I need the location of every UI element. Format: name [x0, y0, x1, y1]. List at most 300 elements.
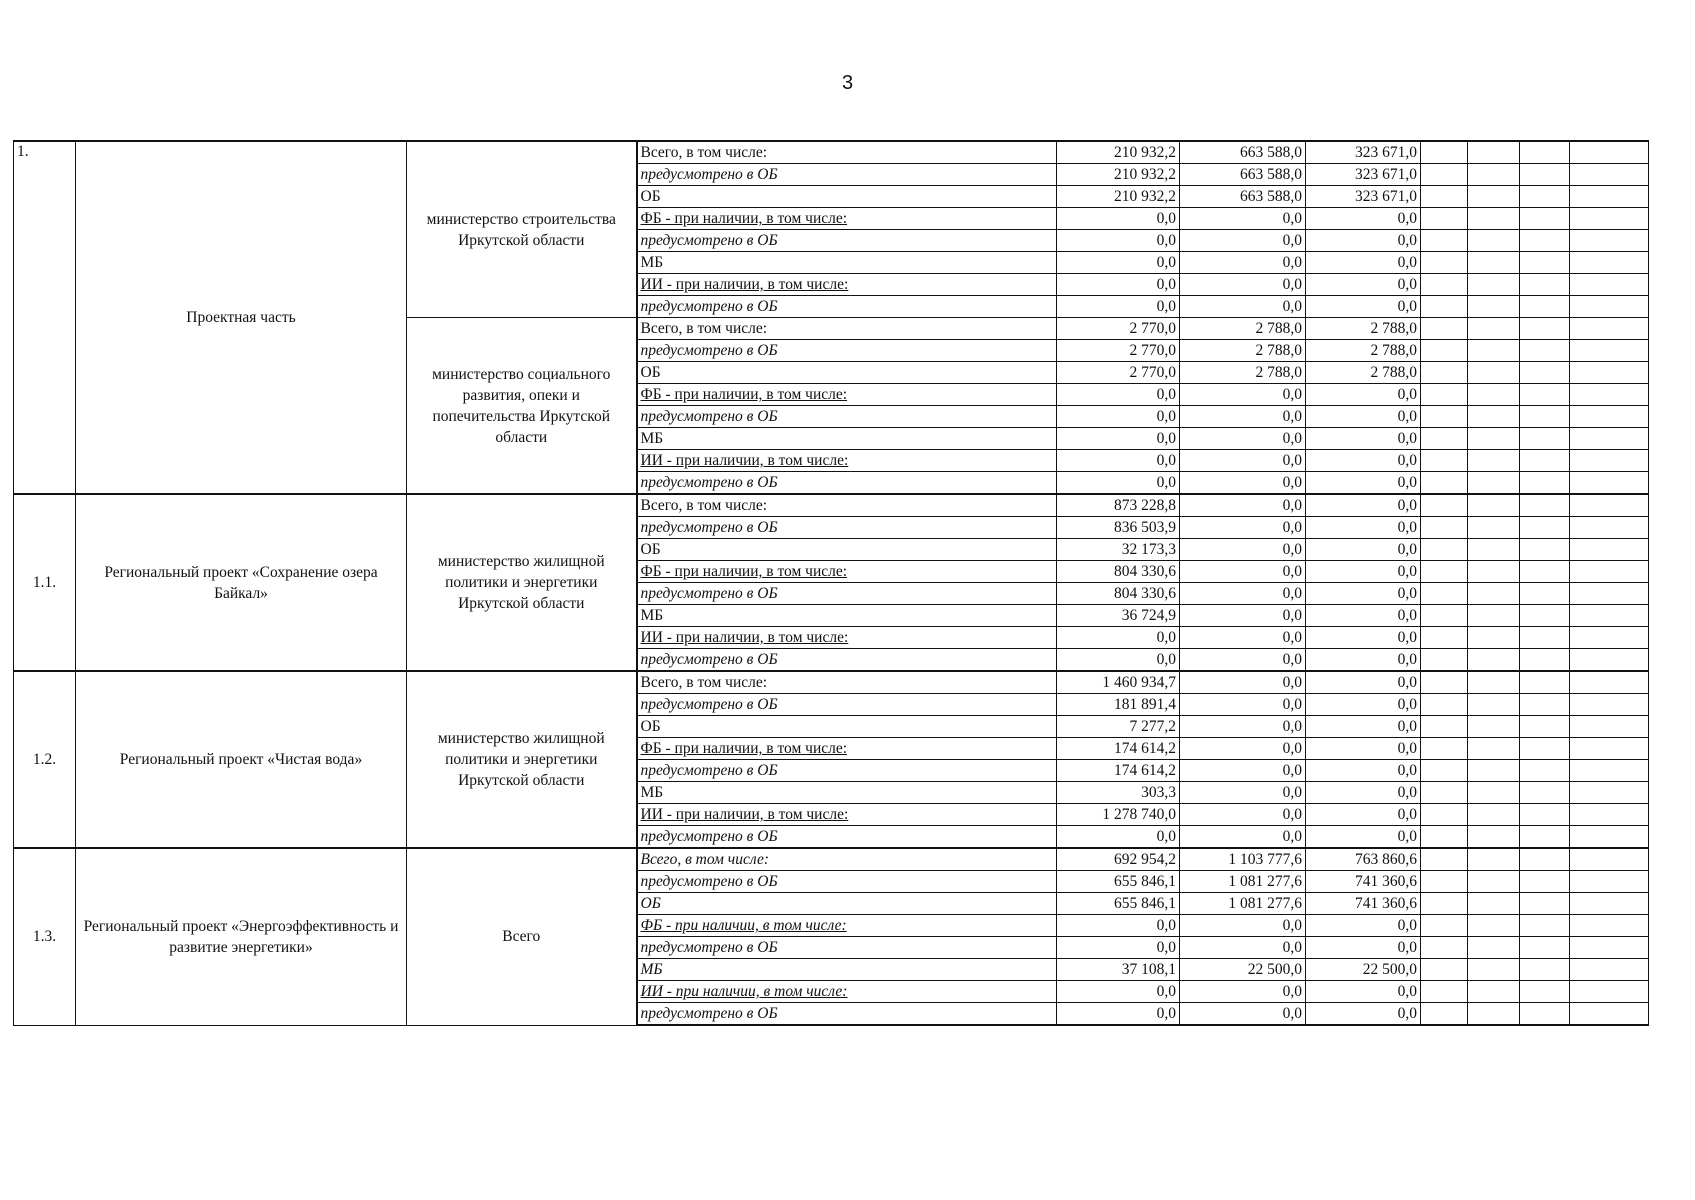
amount-year-2: 2 788,0 [1180, 340, 1306, 362]
amount-year-2: 0,0 [1180, 406, 1306, 428]
amount-year-2: 0,0 [1180, 296, 1306, 318]
empty-cell [1520, 981, 1570, 1003]
amount-year-3: 0,0 [1306, 230, 1421, 252]
empty-cell [1520, 384, 1570, 406]
amount-year-3: 0,0 [1306, 981, 1421, 1003]
empty-cell [1421, 782, 1468, 804]
amount-year-1: 655 846,1 [1057, 871, 1180, 893]
empty-cell [1468, 671, 1520, 694]
empty-cell [1468, 141, 1520, 164]
empty-cell [1421, 694, 1468, 716]
empty-cell [1520, 472, 1570, 495]
empty-cell [1421, 384, 1468, 406]
amount-year-2: 0,0 [1180, 782, 1306, 804]
amount-year-2: 2 788,0 [1180, 318, 1306, 340]
budget-table [13, 140, 1649, 1026]
empty-cell [1520, 871, 1570, 893]
empty-cell [1570, 517, 1649, 539]
empty-cell [1421, 937, 1468, 959]
empty-cell [1520, 340, 1570, 362]
empty-cell [1468, 517, 1520, 539]
empty-cell [1520, 362, 1570, 384]
amount-year-2: 0,0 [1180, 694, 1306, 716]
page-number: 3 [841, 72, 854, 94]
empty-cell [1421, 340, 1468, 362]
amount-year-2: 0,0 [1180, 605, 1306, 627]
empty-cell [1468, 1003, 1520, 1026]
funding-source-label: предусмотрено в ОБ [637, 937, 1057, 959]
empty-cell [1520, 694, 1570, 716]
funding-source-label: МБ [637, 428, 1057, 450]
empty-cell [1468, 340, 1520, 362]
amount-year-3: 0,0 [1306, 1003, 1421, 1026]
funding-source-label: ФБ - при наличии, в том числе: [637, 208, 1057, 230]
empty-cell [1468, 450, 1520, 472]
empty-cell [1421, 605, 1468, 627]
funding-source-label: Всего, в том числе: [637, 494, 1057, 517]
amount-year-2: 0,0 [1180, 583, 1306, 605]
amount-year-2: 0,0 [1180, 826, 1306, 849]
amount-year-1: 37 108,1 [1057, 959, 1180, 981]
amount-year-3: 0,0 [1306, 649, 1421, 672]
section-name: Региональный проект «Энергоэффективность и развитие энергетики» [76, 848, 407, 1025]
empty-cell [1421, 738, 1468, 760]
empty-cell [1520, 517, 1570, 539]
empty-cell [1468, 848, 1520, 871]
amount-year-1: 804 330,6 [1057, 583, 1180, 605]
amount-year-1: 0,0 [1057, 649, 1180, 672]
funding-source-label: ФБ - при наличии, в том числе: [637, 915, 1057, 937]
amount-year-2: 0,0 [1180, 230, 1306, 252]
amount-year-2: 1 081 277,6 [1180, 893, 1306, 915]
amount-year-3: 0,0 [1306, 915, 1421, 937]
empty-cell [1421, 318, 1468, 340]
empty-cell [1570, 694, 1649, 716]
empty-cell [1520, 848, 1570, 871]
empty-cell [1468, 186, 1520, 208]
empty-cell [1520, 782, 1570, 804]
amount-year-3: 0,0 [1306, 694, 1421, 716]
funding-source-label: МБ [637, 605, 1057, 627]
funding-source-label: предусмотрено в ОБ [637, 406, 1057, 428]
amount-year-2: 0,0 [1180, 561, 1306, 583]
funding-source-label: предусмотрено в ОБ [637, 1003, 1057, 1026]
empty-cell [1520, 627, 1570, 649]
amount-year-3: 0,0 [1306, 561, 1421, 583]
amount-year-1: 210 932,2 [1057, 141, 1180, 164]
amount-year-3: 323 671,0 [1306, 141, 1421, 164]
amount-year-2: 0,0 [1180, 539, 1306, 561]
empty-cell [1468, 274, 1520, 296]
amount-year-3: 741 360,6 [1306, 871, 1421, 893]
amount-year-1: 0,0 [1057, 428, 1180, 450]
section-index: 1.2. [14, 671, 76, 848]
empty-cell [1520, 738, 1570, 760]
amount-year-2: 0,0 [1180, 1003, 1306, 1026]
funding-source-label: ОБ [637, 539, 1057, 561]
empty-cell [1468, 406, 1520, 428]
section-index: 1.1. [14, 494, 76, 671]
amount-year-2: 663 588,0 [1180, 186, 1306, 208]
amount-year-2: 0,0 [1180, 981, 1306, 1003]
amount-year-2: 0,0 [1180, 716, 1306, 738]
empty-cell [1570, 583, 1649, 605]
empty-cell [1468, 959, 1520, 981]
amount-year-1: 1 278 740,0 [1057, 804, 1180, 826]
responsible-agency: министерство социального развития, опеки и попечительства Иркутской области [407, 318, 637, 495]
amount-year-3: 0,0 [1306, 472, 1421, 495]
funding-source-label: Всего, в том числе: [637, 318, 1057, 340]
empty-cell [1570, 804, 1649, 826]
amount-year-2: 2 788,0 [1180, 362, 1306, 384]
amount-year-3: 0,0 [1306, 428, 1421, 450]
empty-cell [1570, 848, 1649, 871]
funding-source-label: ОБ [637, 362, 1057, 384]
amount-year-2: 0,0 [1180, 671, 1306, 694]
empty-cell [1421, 230, 1468, 252]
empty-cell [1468, 472, 1520, 495]
amount-year-3: 0,0 [1306, 539, 1421, 561]
amount-year-3: 0,0 [1306, 274, 1421, 296]
empty-cell [1570, 274, 1649, 296]
empty-cell [1570, 362, 1649, 384]
empty-cell [1520, 252, 1570, 274]
empty-cell [1468, 494, 1520, 517]
empty-cell [1570, 782, 1649, 804]
amount-year-3: 0,0 [1306, 384, 1421, 406]
empty-cell [1570, 208, 1649, 230]
empty-cell [1421, 517, 1468, 539]
empty-cell [1570, 893, 1649, 915]
amount-year-3: 22 500,0 [1306, 959, 1421, 981]
empty-cell [1468, 627, 1520, 649]
empty-cell [1520, 1003, 1570, 1026]
funding-source-label: предусмотрено в ОБ [637, 230, 1057, 252]
empty-cell [1520, 164, 1570, 186]
amount-year-2: 0,0 [1180, 804, 1306, 826]
amount-year-1: 0,0 [1057, 915, 1180, 937]
empty-cell [1468, 826, 1520, 849]
section-index: 1. [14, 141, 76, 494]
empty-cell [1570, 384, 1649, 406]
table-row [14, 671, 1649, 694]
table-row [14, 494, 1649, 517]
amount-year-2: 0,0 [1180, 738, 1306, 760]
empty-cell [1520, 583, 1570, 605]
amount-year-1: 210 932,2 [1057, 186, 1180, 208]
funding-source-label: предусмотрено в ОБ [637, 826, 1057, 849]
funding-source-label: предусмотрено в ОБ [637, 164, 1057, 186]
empty-cell [1520, 826, 1570, 849]
empty-cell [1421, 428, 1468, 450]
empty-cell [1570, 871, 1649, 893]
funding-source-label: предусмотрено в ОБ [637, 296, 1057, 318]
amount-year-1: 7 277,2 [1057, 716, 1180, 738]
empty-cell [1421, 671, 1468, 694]
empty-cell [1421, 186, 1468, 208]
empty-cell [1520, 915, 1570, 937]
empty-cell [1468, 384, 1520, 406]
empty-cell [1520, 937, 1570, 959]
amount-year-3: 0,0 [1306, 937, 1421, 959]
empty-cell [1570, 318, 1649, 340]
amount-year-1: 0,0 [1057, 937, 1180, 959]
empty-cell [1520, 605, 1570, 627]
empty-cell [1520, 539, 1570, 561]
empty-cell [1468, 561, 1520, 583]
amount-year-3: 0,0 [1306, 671, 1421, 694]
empty-cell [1520, 230, 1570, 252]
empty-cell [1421, 494, 1468, 517]
amount-year-3: 763 860,6 [1306, 848, 1421, 871]
empty-cell [1520, 318, 1570, 340]
funding-source-label: ОБ [637, 716, 1057, 738]
amount-year-3: 2 788,0 [1306, 318, 1421, 340]
empty-cell [1570, 428, 1649, 450]
amount-year-1: 655 846,1 [1057, 893, 1180, 915]
empty-cell [1468, 230, 1520, 252]
amount-year-3: 323 671,0 [1306, 186, 1421, 208]
empty-cell [1468, 915, 1520, 937]
amount-year-3: 323 671,0 [1306, 164, 1421, 186]
empty-cell [1468, 605, 1520, 627]
empty-cell [1421, 915, 1468, 937]
amount-year-2: 1 103 777,6 [1180, 848, 1306, 871]
funding-source-label: МБ [637, 252, 1057, 274]
empty-cell [1468, 164, 1520, 186]
amount-year-3: 0,0 [1306, 494, 1421, 517]
empty-cell [1520, 494, 1570, 517]
funding-source-label: ИИ - при наличии, в том числе: [637, 627, 1057, 649]
empty-cell [1421, 208, 1468, 230]
funding-source-label: предусмотрено в ОБ [637, 517, 1057, 539]
amount-year-2: 0,0 [1180, 428, 1306, 450]
funding-source-label: ОБ [637, 186, 1057, 208]
funding-source-label: МБ [637, 959, 1057, 981]
amount-year-1: 32 173,3 [1057, 539, 1180, 561]
amount-year-1: 0,0 [1057, 450, 1180, 472]
amount-year-1: 0,0 [1057, 981, 1180, 1003]
amount-year-3: 0,0 [1306, 517, 1421, 539]
empty-cell [1570, 627, 1649, 649]
funding-source-label: предусмотрено в ОБ [637, 871, 1057, 893]
funding-source-label: ИИ - при наличии, в том числе: [637, 981, 1057, 1003]
amount-year-1: 0,0 [1057, 1003, 1180, 1026]
responsible-agency: Всего [407, 848, 637, 1025]
empty-cell [1468, 937, 1520, 959]
empty-cell [1570, 649, 1649, 672]
empty-cell [1421, 164, 1468, 186]
empty-cell [1570, 472, 1649, 495]
empty-cell [1570, 494, 1649, 517]
funding-source-label: предусмотрено в ОБ [637, 694, 1057, 716]
empty-cell [1520, 296, 1570, 318]
empty-cell [1570, 230, 1649, 252]
section-name: Региональный проект «Сохранение озера Байкал» [76, 494, 407, 671]
empty-cell [1570, 1003, 1649, 1026]
section-name: Региональный проект «Чистая вода» [76, 671, 407, 848]
amount-year-1: 873 228,8 [1057, 494, 1180, 517]
empty-cell [1421, 649, 1468, 672]
amount-year-2: 0,0 [1180, 274, 1306, 296]
amount-year-1: 0,0 [1057, 384, 1180, 406]
amount-year-1: 2 770,0 [1057, 340, 1180, 362]
funding-source-label: ИИ - при наличии, в том числе: [637, 274, 1057, 296]
empty-cell [1421, 826, 1468, 849]
empty-cell [1468, 981, 1520, 1003]
amount-year-2: 0,0 [1180, 915, 1306, 937]
responsible-agency: министерство жилищной политики и энергетики Иркутской области [407, 671, 637, 848]
responsible-agency: министерство жилищной политики и энергетики Иркутской области [407, 494, 637, 671]
empty-cell [1468, 804, 1520, 826]
empty-cell [1570, 605, 1649, 627]
funding-source-label: Всего, в том числе: [637, 848, 1057, 871]
amount-year-1: 0,0 [1057, 252, 1180, 274]
amount-year-1: 692 954,2 [1057, 848, 1180, 871]
empty-cell [1468, 871, 1520, 893]
empty-cell [1421, 450, 1468, 472]
empty-cell [1520, 959, 1570, 981]
empty-cell [1421, 274, 1468, 296]
empty-cell [1468, 583, 1520, 605]
funding-source-label: ИИ - при наличии, в том числе: [637, 450, 1057, 472]
empty-cell [1570, 959, 1649, 981]
empty-cell [1421, 848, 1468, 871]
empty-cell [1520, 186, 1570, 208]
empty-cell [1421, 141, 1468, 164]
empty-cell [1520, 716, 1570, 738]
amount-year-3: 0,0 [1306, 738, 1421, 760]
empty-cell [1570, 539, 1649, 561]
empty-cell [1468, 649, 1520, 672]
amount-year-2: 0,0 [1180, 384, 1306, 406]
amount-year-3: 0,0 [1306, 583, 1421, 605]
empty-cell [1570, 760, 1649, 782]
empty-cell [1520, 428, 1570, 450]
amount-year-2: 0,0 [1180, 760, 1306, 782]
empty-cell [1520, 208, 1570, 230]
amount-year-2: 0,0 [1180, 472, 1306, 495]
funding-source-label: предусмотрено в ОБ [637, 649, 1057, 672]
empty-cell [1570, 716, 1649, 738]
empty-cell [1520, 671, 1570, 694]
empty-cell [1520, 406, 1570, 428]
empty-cell [1421, 252, 1468, 274]
amount-year-2: 0,0 [1180, 649, 1306, 672]
empty-cell [1520, 804, 1570, 826]
amount-year-1: 0,0 [1057, 826, 1180, 849]
amount-year-3: 0,0 [1306, 627, 1421, 649]
amount-year-1: 0,0 [1057, 230, 1180, 252]
section-name: Проектная часть [76, 141, 407, 494]
empty-cell [1468, 716, 1520, 738]
amount-year-3: 0,0 [1306, 782, 1421, 804]
amount-year-1: 804 330,6 [1057, 561, 1180, 583]
empty-cell [1421, 1003, 1468, 1026]
empty-cell [1421, 539, 1468, 561]
amount-year-1: 174 614,2 [1057, 760, 1180, 782]
empty-cell [1468, 539, 1520, 561]
empty-cell [1570, 252, 1649, 274]
amount-year-1: 0,0 [1057, 406, 1180, 428]
amount-year-3: 0,0 [1306, 760, 1421, 782]
amount-year-3: 0,0 [1306, 252, 1421, 274]
empty-cell [1421, 583, 1468, 605]
empty-cell [1421, 362, 1468, 384]
amount-year-3: 2 788,0 [1306, 340, 1421, 362]
empty-cell [1520, 649, 1570, 672]
responsible-agency: министерство строительства Иркутской области [407, 141, 637, 318]
empty-cell [1570, 340, 1649, 362]
amount-year-1: 181 891,4 [1057, 694, 1180, 716]
amount-year-1: 0,0 [1057, 627, 1180, 649]
empty-cell [1468, 208, 1520, 230]
amount-year-2: 0,0 [1180, 252, 1306, 274]
empty-cell [1570, 826, 1649, 849]
empty-cell [1520, 561, 1570, 583]
empty-cell [1468, 893, 1520, 915]
amount-year-2: 22 500,0 [1180, 959, 1306, 981]
empty-cell [1421, 627, 1468, 649]
empty-cell [1468, 694, 1520, 716]
amount-year-3: 0,0 [1306, 605, 1421, 627]
amount-year-1: 2 770,0 [1057, 318, 1180, 340]
amount-year-3: 0,0 [1306, 804, 1421, 826]
funding-source-label: Всего, в том числе: [637, 141, 1057, 164]
table-row [14, 848, 1649, 871]
amount-year-1: 1 460 934,7 [1057, 671, 1180, 694]
amount-year-1: 2 770,0 [1057, 362, 1180, 384]
empty-cell [1421, 871, 1468, 893]
empty-cell [1421, 981, 1468, 1003]
funding-source-label: ОБ [637, 893, 1057, 915]
empty-cell [1468, 252, 1520, 274]
empty-cell [1570, 561, 1649, 583]
empty-cell [1520, 760, 1570, 782]
amount-year-3: 0,0 [1306, 208, 1421, 230]
amount-year-1: 0,0 [1057, 296, 1180, 318]
amount-year-2: 663 588,0 [1180, 141, 1306, 164]
empty-cell [1570, 671, 1649, 694]
empty-cell [1570, 164, 1649, 186]
empty-cell [1520, 450, 1570, 472]
funding-source-label: ФБ - при наличии, в том числе: [637, 384, 1057, 406]
amount-year-1: 36 724,9 [1057, 605, 1180, 627]
empty-cell [1570, 738, 1649, 760]
empty-cell [1468, 428, 1520, 450]
amount-year-1: 303,3 [1057, 782, 1180, 804]
empty-cell [1468, 362, 1520, 384]
table-row [14, 141, 1649, 164]
amount-year-2: 0,0 [1180, 494, 1306, 517]
empty-cell [1421, 296, 1468, 318]
empty-cell [1421, 804, 1468, 826]
funding-source-label: Всего, в том числе: [637, 671, 1057, 694]
funding-source-label: предусмотрено в ОБ [637, 583, 1057, 605]
amount-year-2: 0,0 [1180, 208, 1306, 230]
amount-year-3: 0,0 [1306, 296, 1421, 318]
amount-year-1: 836 503,9 [1057, 517, 1180, 539]
empty-cell [1468, 318, 1520, 340]
amount-year-2: 0,0 [1180, 627, 1306, 649]
amount-year-2: 0,0 [1180, 450, 1306, 472]
amount-year-3: 0,0 [1306, 450, 1421, 472]
amount-year-1: 0,0 [1057, 208, 1180, 230]
empty-cell [1520, 274, 1570, 296]
empty-cell [1570, 186, 1649, 208]
empty-cell [1570, 937, 1649, 959]
funding-source-label: ФБ - при наличии, в том числе: [637, 561, 1057, 583]
